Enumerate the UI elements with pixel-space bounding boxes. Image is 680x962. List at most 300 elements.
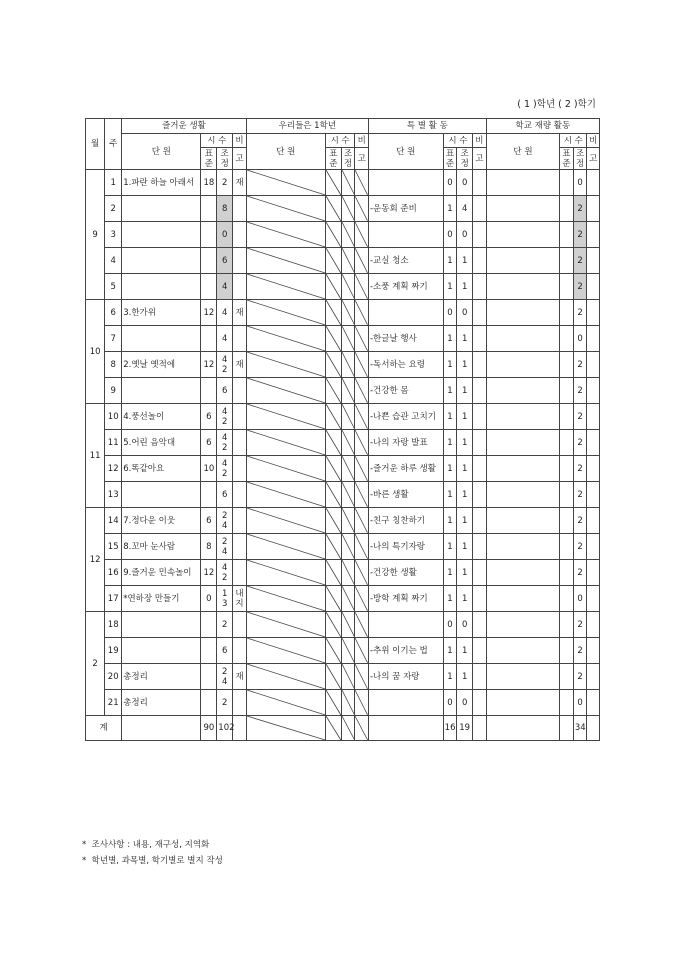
joyful-std-cell bbox=[201, 222, 217, 248]
school-unit-cell bbox=[246, 638, 325, 664]
special-std-cell: 1 bbox=[443, 664, 457, 690]
week-cell: 20 bbox=[105, 664, 122, 690]
school-std-cell bbox=[325, 222, 341, 248]
total-school-note bbox=[355, 716, 369, 741]
total-discretion-unit bbox=[486, 716, 560, 741]
school-unit-cell bbox=[246, 430, 325, 456]
school-std-cell bbox=[325, 352, 341, 378]
discretion-unit-cell bbox=[486, 612, 560, 638]
special-note-cell bbox=[473, 430, 487, 456]
joyful-std-cell: 0 bbox=[201, 586, 217, 612]
total-school-adj bbox=[341, 716, 355, 741]
discretion-adj-cell: 2 bbox=[573, 404, 587, 430]
week-cell: 2 bbox=[105, 196, 122, 222]
special-std-cell: 1 bbox=[443, 586, 457, 612]
discretion-adj-cell: 2 bbox=[573, 456, 587, 482]
special-note-cell bbox=[473, 586, 487, 612]
discretion-note-cell bbox=[587, 430, 600, 456]
joyful-unit-cell bbox=[122, 482, 201, 508]
discretion-note-cell bbox=[587, 222, 600, 248]
school-discretion-header: 학교 재량 활동 bbox=[486, 119, 599, 134]
special-adj-cell: 0 bbox=[457, 690, 473, 716]
school-unit-cell bbox=[246, 222, 325, 248]
discretion-note-cell bbox=[587, 664, 600, 690]
special-adj-cell: 1 bbox=[457, 664, 473, 690]
discretion-unit-cell bbox=[486, 690, 560, 716]
discretion-std-cell bbox=[560, 430, 574, 456]
discretion-unit-cell bbox=[486, 170, 560, 196]
month-cell: 12 bbox=[86, 508, 105, 612]
joyful-adj-cell: 1 3 bbox=[217, 586, 233, 612]
school-adj-cell bbox=[341, 274, 355, 300]
joyful-note-cell bbox=[233, 690, 247, 716]
discretion-adj-cell: 2 bbox=[573, 300, 587, 326]
discretion-note-cell bbox=[587, 170, 600, 196]
week-cell: 10 bbox=[105, 404, 122, 430]
school-note-cell bbox=[355, 404, 369, 430]
discretion-std-cell bbox=[560, 274, 574, 300]
special-note-cell bbox=[473, 378, 487, 404]
week-cell: 21 bbox=[105, 690, 122, 716]
special-adj-cell: 0 bbox=[457, 612, 473, 638]
school-adj-cell bbox=[341, 300, 355, 326]
special-adj-cell: 1 bbox=[457, 456, 473, 482]
week-cell: 9 bbox=[105, 378, 122, 404]
special-note-cell bbox=[473, 222, 487, 248]
discretion-note-cell bbox=[587, 560, 600, 586]
discretion-std-cell bbox=[560, 560, 574, 586]
discretion-note-cell bbox=[587, 638, 600, 664]
week-cell: 14 bbox=[105, 508, 122, 534]
discretion-std-header: 표 준 bbox=[560, 148, 574, 170]
joyful-note-cell bbox=[233, 482, 247, 508]
special-note-cell bbox=[473, 638, 487, 664]
school-note-header: 비 bbox=[355, 134, 369, 148]
joyful-adj-cell: 2 4 bbox=[217, 534, 233, 560]
joyful-unit-cell bbox=[122, 612, 201, 638]
joyful-hours-header: 시 수 bbox=[201, 134, 233, 148]
week-cell: 16 bbox=[105, 560, 122, 586]
school-adj-cell bbox=[341, 430, 355, 456]
discretion-adj-cell: 0 bbox=[573, 326, 587, 352]
joyful-std-cell bbox=[201, 378, 217, 404]
joyful-adj-cell: 6 bbox=[217, 482, 233, 508]
special-note-cell bbox=[473, 456, 487, 482]
discretion-note-cell bbox=[587, 482, 600, 508]
special-std-cell: 1 bbox=[443, 638, 457, 664]
week-cell: 18 bbox=[105, 612, 122, 638]
total-joyful-adj: 102 bbox=[217, 716, 233, 741]
school-adj-cell bbox=[341, 690, 355, 716]
week-cell: 8 bbox=[105, 352, 122, 378]
special-note-cell bbox=[473, 352, 487, 378]
school-note-cell bbox=[355, 482, 369, 508]
discretion-adj-cell: 0 bbox=[573, 586, 587, 612]
special-note-cell bbox=[473, 508, 487, 534]
school-std-cell bbox=[325, 456, 341, 482]
school-note-cell bbox=[355, 170, 369, 196]
school-adj-cell bbox=[341, 508, 355, 534]
discretion-unit-cell bbox=[486, 404, 560, 430]
discretion-note-cell bbox=[587, 196, 600, 222]
joyful-unit-cell bbox=[122, 248, 201, 274]
special-note-cell bbox=[473, 326, 487, 352]
school-std-cell bbox=[325, 612, 341, 638]
school-std-cell bbox=[325, 326, 341, 352]
joyful-note-cell: 재 bbox=[233, 300, 247, 326]
week-cell: 4 bbox=[105, 248, 122, 274]
special-std-cell: 1 bbox=[443, 196, 457, 222]
special-activity-header: 특 별 활 동 bbox=[368, 119, 486, 134]
special-unit-header: 단 원 bbox=[368, 134, 443, 170]
special-std-cell: 0 bbox=[443, 690, 457, 716]
joyful-std-header: 표 준 bbox=[201, 148, 217, 170]
school-adj-cell bbox=[341, 326, 355, 352]
school-note-cell bbox=[355, 248, 369, 274]
joyful-unit-cell: 8.꼬마 눈사람 bbox=[122, 534, 201, 560]
school-note-cell bbox=[355, 378, 369, 404]
special-note-cell bbox=[473, 300, 487, 326]
school-std-header: 표 준 bbox=[325, 148, 341, 170]
special-adj-cell: 1 bbox=[457, 352, 473, 378]
special-unit-cell: -방학 계획 짜기 bbox=[368, 586, 443, 612]
special-adj-cell: 1 bbox=[457, 482, 473, 508]
discretion-adj-cell: 2 bbox=[573, 352, 587, 378]
school-adj-cell bbox=[341, 586, 355, 612]
special-std-cell: 0 bbox=[443, 612, 457, 638]
joyful-adj-header: 조 정 bbox=[217, 148, 233, 170]
discretion-note-cell bbox=[587, 378, 600, 404]
week-header: 주 bbox=[105, 119, 122, 170]
discretion-adj-cell: 2 bbox=[573, 196, 587, 222]
joyful-std-cell: 10 bbox=[201, 456, 217, 482]
month-cell: 10 bbox=[86, 300, 105, 404]
special-std-cell: 1 bbox=[443, 378, 457, 404]
joyful-adj-cell: 4 2 bbox=[217, 404, 233, 430]
discretion-note-cell bbox=[587, 508, 600, 534]
special-unit-cell: -추위 이기는 법 bbox=[368, 638, 443, 664]
total-discretion-adj: 34 bbox=[573, 716, 587, 741]
school-std-cell bbox=[325, 508, 341, 534]
school-adj-cell bbox=[341, 404, 355, 430]
month-cell: 9 bbox=[86, 170, 105, 300]
total-school-std bbox=[325, 716, 341, 741]
special-hours-header: 시 수 bbox=[443, 134, 472, 148]
special-note-cell bbox=[473, 612, 487, 638]
special-unit-cell: -교실 청소 bbox=[368, 248, 443, 274]
table-row bbox=[86, 508, 600, 534]
special-std-cell: 1 bbox=[443, 248, 457, 274]
month-cell: 2 bbox=[86, 612, 105, 716]
joyful-note-cell bbox=[233, 456, 247, 482]
joyful-unit-cell: 2.옛날 옛적에 bbox=[122, 352, 201, 378]
special-unit-cell: -한글날 행사 bbox=[368, 326, 443, 352]
discretion-unit-cell bbox=[486, 638, 560, 664]
joyful-adj-cell: 0 bbox=[217, 222, 233, 248]
joyful-std-cell: 6 bbox=[201, 508, 217, 534]
discretion-adj-cell: 2 bbox=[573, 222, 587, 248]
header-row-hours bbox=[86, 134, 600, 148]
special-note2-header: 고 bbox=[473, 148, 487, 170]
school-note-cell bbox=[355, 222, 369, 248]
table-row bbox=[86, 690, 600, 716]
joyful-adj-cell: 8 bbox=[217, 196, 233, 222]
school-adj-cell bbox=[341, 638, 355, 664]
special-std-cell: 1 bbox=[443, 430, 457, 456]
school-unit-cell bbox=[246, 456, 325, 482]
school-adj-header: 조 정 bbox=[341, 148, 355, 170]
special-unit-cell bbox=[368, 690, 443, 716]
joyful-unit-cell bbox=[122, 222, 201, 248]
special-adj-cell: 0 bbox=[457, 170, 473, 196]
special-adj-header: 조 정 bbox=[457, 148, 473, 170]
joyful-note-cell bbox=[233, 560, 247, 586]
joyful-std-cell: 18 bbox=[201, 170, 217, 196]
joyful-adj-cell: 4 2 bbox=[217, 352, 233, 378]
school-note-cell bbox=[355, 586, 369, 612]
school-std-cell bbox=[325, 248, 341, 274]
joyful-adj-cell: 2 4 bbox=[217, 508, 233, 534]
joyful-note-cell: 재 bbox=[233, 664, 247, 690]
special-std-cell: 1 bbox=[443, 274, 457, 300]
joyful-std-cell: 12 bbox=[201, 352, 217, 378]
school-unit-cell bbox=[246, 586, 325, 612]
joyful-std-cell bbox=[201, 482, 217, 508]
discretion-std-cell bbox=[560, 300, 574, 326]
school-adj-cell bbox=[341, 170, 355, 196]
joyful-note-cell bbox=[233, 534, 247, 560]
special-note-cell bbox=[473, 690, 487, 716]
special-unit-cell: -나쁜 습관 고치기 bbox=[368, 404, 443, 430]
table-row bbox=[86, 170, 600, 196]
school-unit-cell bbox=[246, 612, 325, 638]
discretion-note-cell bbox=[587, 456, 600, 482]
discretion-note-cell bbox=[587, 352, 600, 378]
school-adj-cell bbox=[341, 560, 355, 586]
school-unit-cell bbox=[246, 508, 325, 534]
joyful-adj-cell: 2 4 bbox=[217, 664, 233, 690]
week-cell: 5 bbox=[105, 274, 122, 300]
joyful-note-cell bbox=[233, 404, 247, 430]
joyful-std-cell bbox=[201, 326, 217, 352]
school-note-cell bbox=[355, 300, 369, 326]
school-unit-cell bbox=[246, 248, 325, 274]
special-std-header: 표 준 bbox=[443, 148, 457, 170]
joyful-std-cell bbox=[201, 638, 217, 664]
special-note-header: 비 bbox=[473, 134, 487, 148]
discretion-adj-header: 조 정 bbox=[573, 148, 587, 170]
discretion-unit-cell bbox=[486, 534, 560, 560]
school-adj-cell bbox=[341, 196, 355, 222]
school-note-cell bbox=[355, 326, 369, 352]
total-row bbox=[86, 716, 600, 741]
joyful-std-cell bbox=[201, 612, 217, 638]
discretion-std-cell bbox=[560, 456, 574, 482]
school-unit-cell bbox=[246, 404, 325, 430]
header-row-sections bbox=[86, 119, 600, 134]
discretion-adj-cell: 2 bbox=[573, 430, 587, 456]
school-unit-cell bbox=[246, 170, 325, 196]
joyful-note-cell bbox=[233, 430, 247, 456]
discretion-unit-cell bbox=[486, 430, 560, 456]
special-unit-cell: -나의 특기자랑 bbox=[368, 534, 443, 560]
joyful-note-cell bbox=[233, 248, 247, 274]
total-special-unit bbox=[368, 716, 443, 741]
discretion-std-cell bbox=[560, 196, 574, 222]
special-adj-cell: 0 bbox=[457, 300, 473, 326]
school-adj-cell bbox=[341, 352, 355, 378]
special-unit-cell: -친구 칭찬하기 bbox=[368, 508, 443, 534]
school-unit-cell bbox=[246, 690, 325, 716]
joyful-note-cell bbox=[233, 274, 247, 300]
table-row bbox=[86, 456, 600, 482]
discretion-unit-cell bbox=[486, 300, 560, 326]
school-adj-cell bbox=[341, 456, 355, 482]
discretion-note-cell bbox=[587, 534, 600, 560]
joyful-unit-cell: 9.즐거운 민속놀이 bbox=[122, 560, 201, 586]
week-cell: 7 bbox=[105, 326, 122, 352]
joyful-std-cell bbox=[201, 690, 217, 716]
school-unit-cell bbox=[246, 352, 325, 378]
school-std-cell bbox=[325, 482, 341, 508]
school-std-cell bbox=[325, 664, 341, 690]
school-unit-header: 단 원 bbox=[246, 134, 325, 170]
school-std-cell bbox=[325, 300, 341, 326]
joyful-std-cell: 6 bbox=[201, 430, 217, 456]
school-unit-cell bbox=[246, 534, 325, 560]
special-note-cell bbox=[473, 248, 487, 274]
school-std-cell bbox=[325, 560, 341, 586]
discretion-adj-cell: 2 bbox=[573, 508, 587, 534]
special-note-cell bbox=[473, 170, 487, 196]
special-note-cell bbox=[473, 560, 487, 586]
footnote-separate-sheet: * 학년별, 과목별, 학기별로 별지 작성 bbox=[82, 856, 223, 866]
special-adj-cell: 4 bbox=[457, 196, 473, 222]
discretion-note-cell bbox=[587, 248, 600, 274]
table-row bbox=[86, 404, 600, 430]
discretion-std-cell bbox=[560, 690, 574, 716]
special-unit-cell: -바른 생활 bbox=[368, 482, 443, 508]
special-unit-cell: -소풍 계획 짜기 bbox=[368, 274, 443, 300]
joyful-adj-cell: 6 bbox=[217, 378, 233, 404]
total-special-std: 16 bbox=[443, 716, 457, 741]
special-std-cell: 0 bbox=[443, 170, 457, 196]
joyful-note-cell bbox=[233, 222, 247, 248]
special-adj-cell: 1 bbox=[457, 560, 473, 586]
discretion-std-cell bbox=[560, 534, 574, 560]
school-std-cell bbox=[325, 170, 341, 196]
total-special-adj: 19 bbox=[457, 716, 473, 741]
week-cell: 11 bbox=[105, 430, 122, 456]
discretion-std-cell bbox=[560, 508, 574, 534]
joyful-note-cell: 내 지 bbox=[233, 586, 247, 612]
special-note-cell bbox=[473, 482, 487, 508]
joyful-adj-cell: 6 bbox=[217, 638, 233, 664]
total-discretion-note bbox=[587, 716, 600, 741]
joyful-adj-cell: 4 2 bbox=[217, 456, 233, 482]
joyful-unit-cell bbox=[122, 196, 201, 222]
school-note-cell bbox=[355, 352, 369, 378]
discretion-std-cell bbox=[560, 352, 574, 378]
school-std-cell bbox=[325, 430, 341, 456]
school-adj-cell bbox=[341, 222, 355, 248]
week-cell: 1 bbox=[105, 170, 122, 196]
special-std-cell: 1 bbox=[443, 508, 457, 534]
joyful-note2-header: 고 bbox=[233, 148, 247, 170]
discretion-note-cell bbox=[587, 300, 600, 326]
discretion-unit-cell bbox=[486, 456, 560, 482]
special-note-cell bbox=[473, 664, 487, 690]
joyful-std-cell bbox=[201, 274, 217, 300]
school-adj-cell bbox=[341, 248, 355, 274]
discretion-adj-cell: 2 bbox=[573, 638, 587, 664]
school-std-cell bbox=[325, 586, 341, 612]
discretion-unit-cell bbox=[486, 560, 560, 586]
joyful-unit-cell: *연하장 만들기 bbox=[122, 586, 201, 612]
school-unit-cell bbox=[246, 274, 325, 300]
school-note-cell bbox=[355, 560, 369, 586]
curriculum-plan-table bbox=[85, 118, 600, 741]
special-std-cell: 1 bbox=[443, 326, 457, 352]
week-cell: 3 bbox=[105, 222, 122, 248]
joyful-note-cell bbox=[233, 378, 247, 404]
school-hours-header: 시 수 bbox=[325, 134, 354, 148]
special-adj-cell: 1 bbox=[457, 274, 473, 300]
special-adj-cell: 1 bbox=[457, 378, 473, 404]
joyful-note-cell bbox=[233, 638, 247, 664]
special-unit-cell: -건강한 몸 bbox=[368, 378, 443, 404]
table-row bbox=[86, 378, 600, 404]
discretion-unit-cell bbox=[486, 248, 560, 274]
special-unit-cell bbox=[368, 612, 443, 638]
discretion-adj-cell: 2 bbox=[573, 534, 587, 560]
joyful-unit-cell: 1.파란 하늘 아래서 bbox=[122, 170, 201, 196]
discretion-std-cell bbox=[560, 664, 574, 690]
joyful-adj-cell: 4 bbox=[217, 274, 233, 300]
discretion-note-header: 비 bbox=[587, 134, 600, 148]
special-unit-cell bbox=[368, 222, 443, 248]
school-std-cell bbox=[325, 274, 341, 300]
discretion-note-cell bbox=[587, 326, 600, 352]
special-note-cell bbox=[473, 404, 487, 430]
school-adj-cell bbox=[341, 664, 355, 690]
joyful-adj-cell: 6 bbox=[217, 248, 233, 274]
school-note-cell bbox=[355, 274, 369, 300]
school-adj-cell bbox=[341, 612, 355, 638]
school-unit-cell bbox=[246, 378, 325, 404]
joyful-adj-cell: 4 bbox=[217, 300, 233, 326]
discretion-adj-cell: 2 bbox=[573, 482, 587, 508]
school-adj-cell bbox=[341, 482, 355, 508]
school-unit-cell bbox=[246, 482, 325, 508]
special-std-cell: 1 bbox=[443, 456, 457, 482]
discretion-unit-header: 단 원 bbox=[486, 134, 560, 170]
school-std-cell bbox=[325, 690, 341, 716]
special-note-cell bbox=[473, 534, 487, 560]
school-unit-cell bbox=[246, 300, 325, 326]
month-cell: 11 bbox=[86, 404, 105, 508]
discretion-std-cell bbox=[560, 326, 574, 352]
first-grade-header: 우리들은 1학년 bbox=[246, 119, 368, 134]
joyful-adj-cell: 4 2 bbox=[217, 430, 233, 456]
week-cell: 6 bbox=[105, 300, 122, 326]
special-unit-cell: -즐거운 하루 생활 bbox=[368, 456, 443, 482]
joyful-unit-header: 단 원 bbox=[122, 134, 201, 170]
school-adj-cell bbox=[341, 378, 355, 404]
discretion-unit-cell bbox=[486, 586, 560, 612]
discretion-note2-header: 고 bbox=[587, 148, 600, 170]
special-note-cell bbox=[473, 274, 487, 300]
